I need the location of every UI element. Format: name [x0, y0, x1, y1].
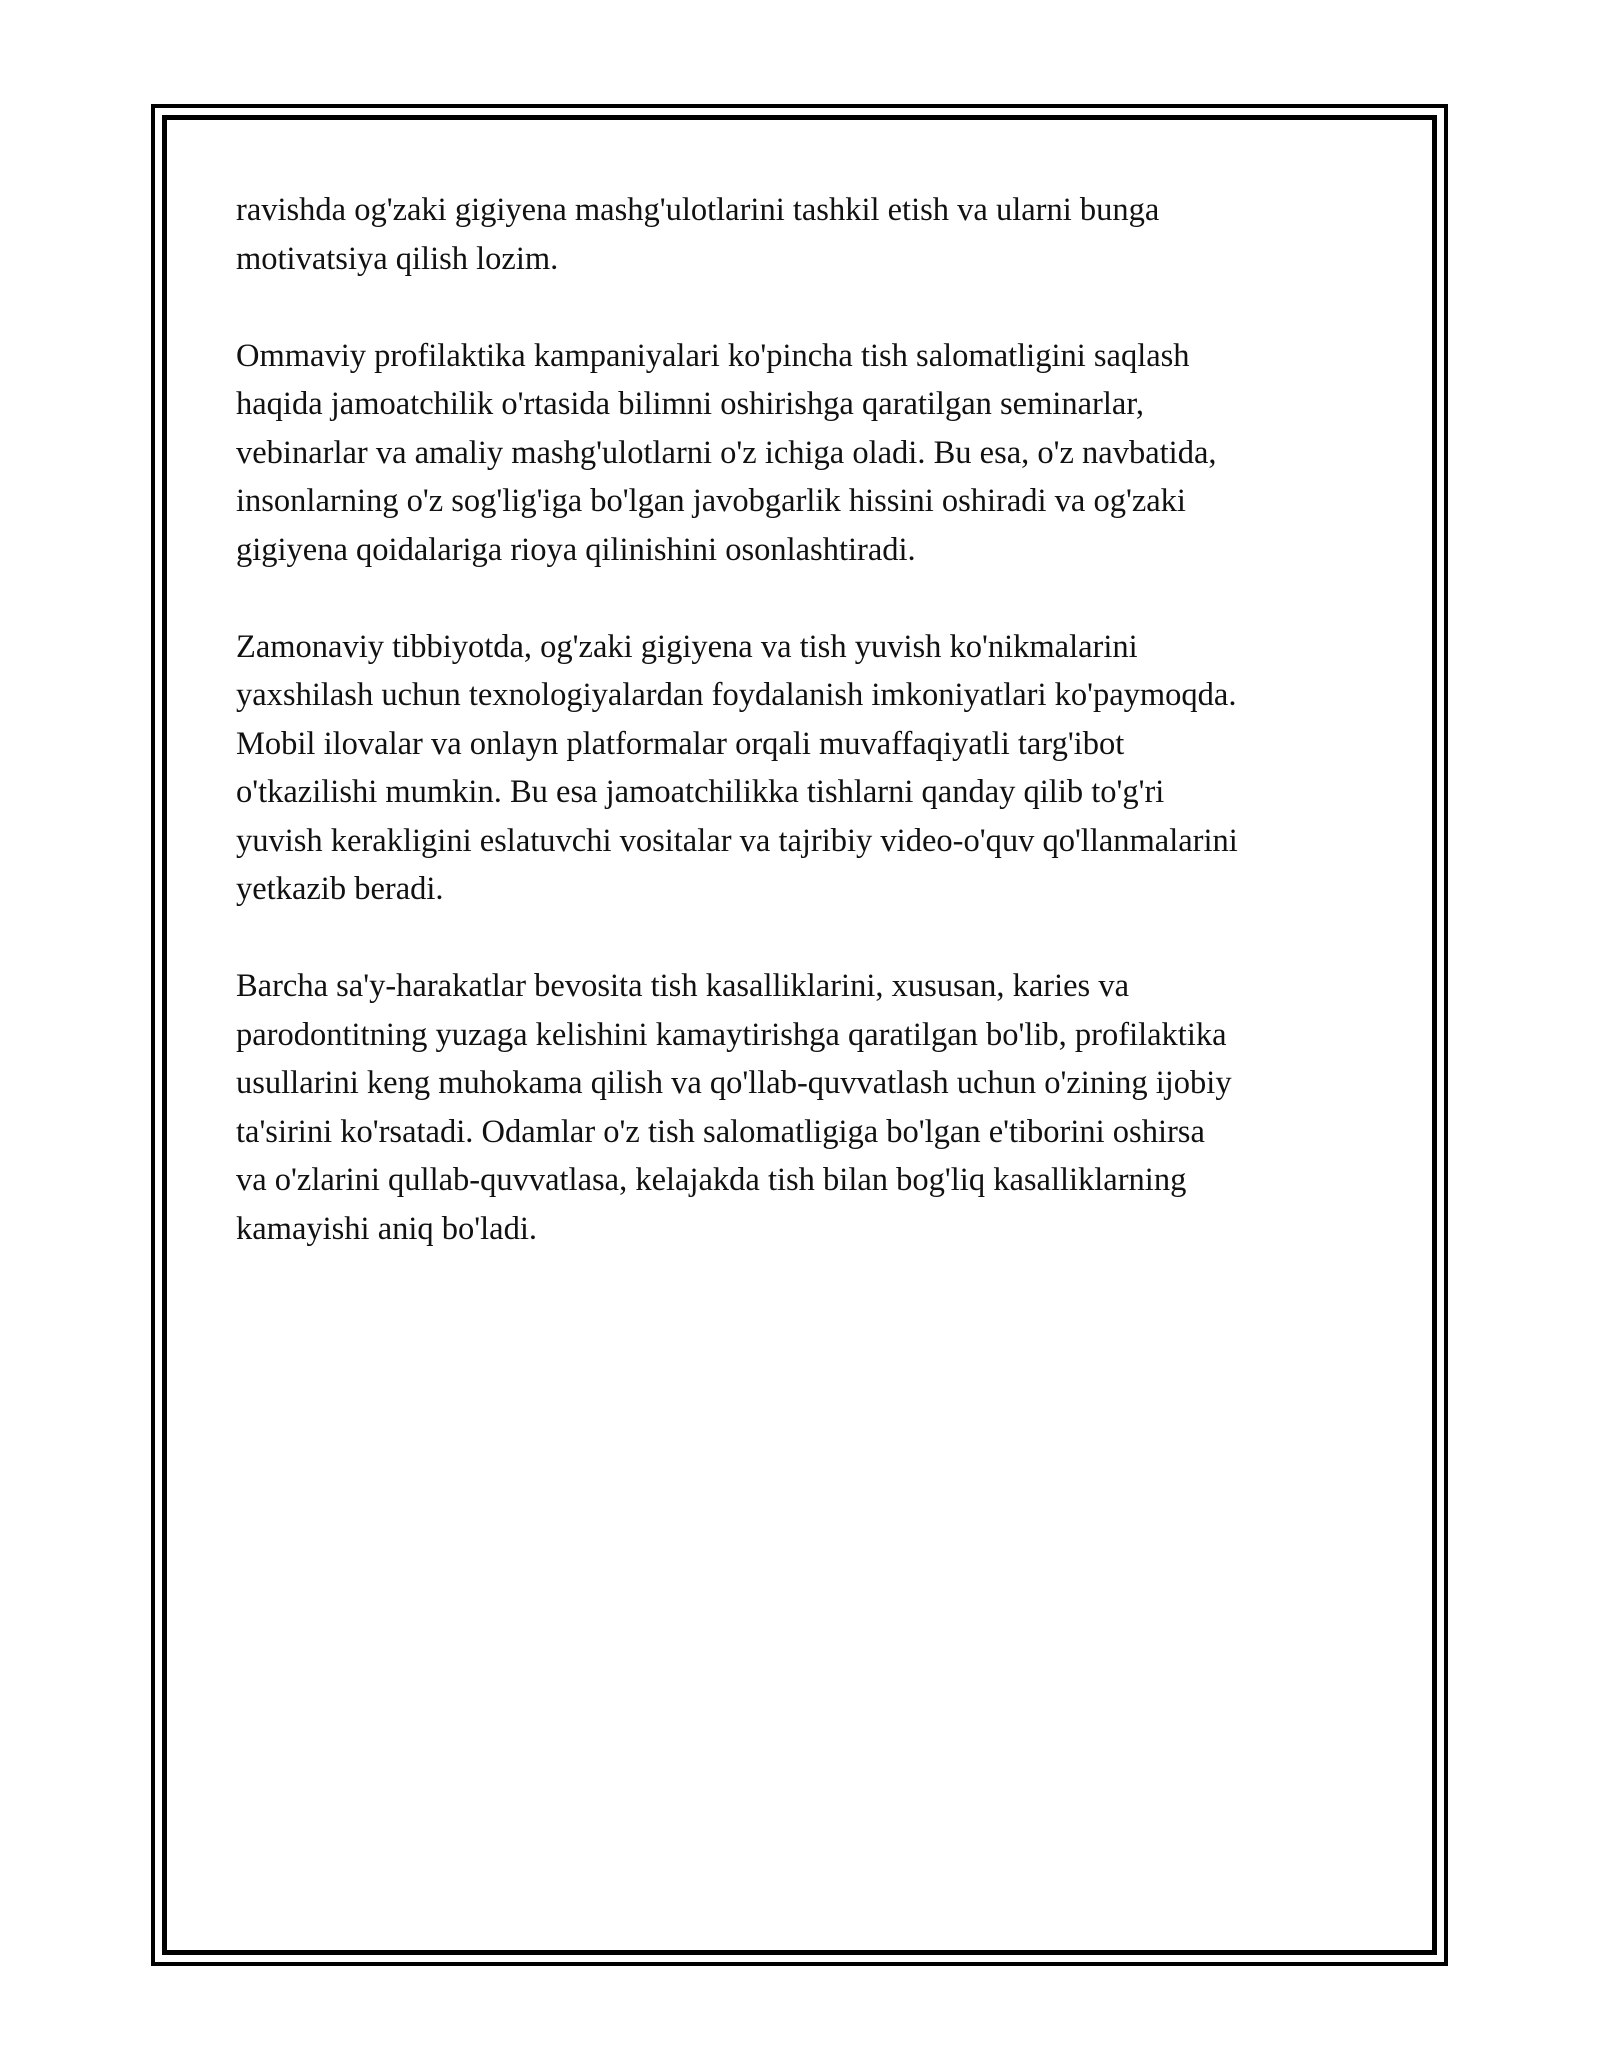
paragraph-1: ravishda og'zaki gigiyena mashg'ulotlarini tashkil etish va ularni bunga motivatsiya qilish lozim. [236, 192, 1160, 277]
paragraph-4: Barcha sa'y-harakatlar bevosita tish kasalliklarini, xususan, karies va parodontitning yuzaga kelishini kamaytirishga qaratilgan bo'lib, profilaktika usullarini keng muhokama qilish va qo'llab-quvvatlash uchun o'zining ijobiy ta'sirini ko'rsatadi. Odamlar o'z tish salomatligiga bo'lgan e'tiborini oshirsa va o'zlarini qullab-quvvatlasa, kelajakda tish bilan bog'liq kasalliklarning kamayishi aniq bo'ladi. [236, 968, 1232, 1247]
paragraph-3: Zamonaviy tibbiyotda, og'zaki gigiyena va tish yuvish ko'nikmalarini yaxshilash uchun texnologiyalardan foydalanish imkoniyatlari ko'paymoqda. Mobil ilovalar va onlayn platformalar orqali muvaffaqiyatli targ'ibot o'tkazilishi mumkin. Bu esa jamoatchilikka tishlarni qanday qilib to'g'ri yuvish kerakligini eslatuvchi vositalar va tajribiy video-o'quv qo'llanmalarini yetkazib beradi. [236, 628, 1238, 907]
document-body [236, 186, 1376, 1302]
paragraph-2: Ommaviy profilaktika kampaniyalari ko'pincha tish salomatligini saqlash haqida jamoatchilik o'rtasida bilimni oshirishga qaratilgan seminarlar, vebinarlar va amaliy mashg'ulotlarni o'z ichiga oladi. Bu esa, o'z navbatida, insonlarning o'z sog'lig'iga bo'lgan javobgarlik hissini oshiradi va og'zaki gigiyena qoidalariga rioya qilinishini osonlashtiradi. [236, 337, 1217, 568]
